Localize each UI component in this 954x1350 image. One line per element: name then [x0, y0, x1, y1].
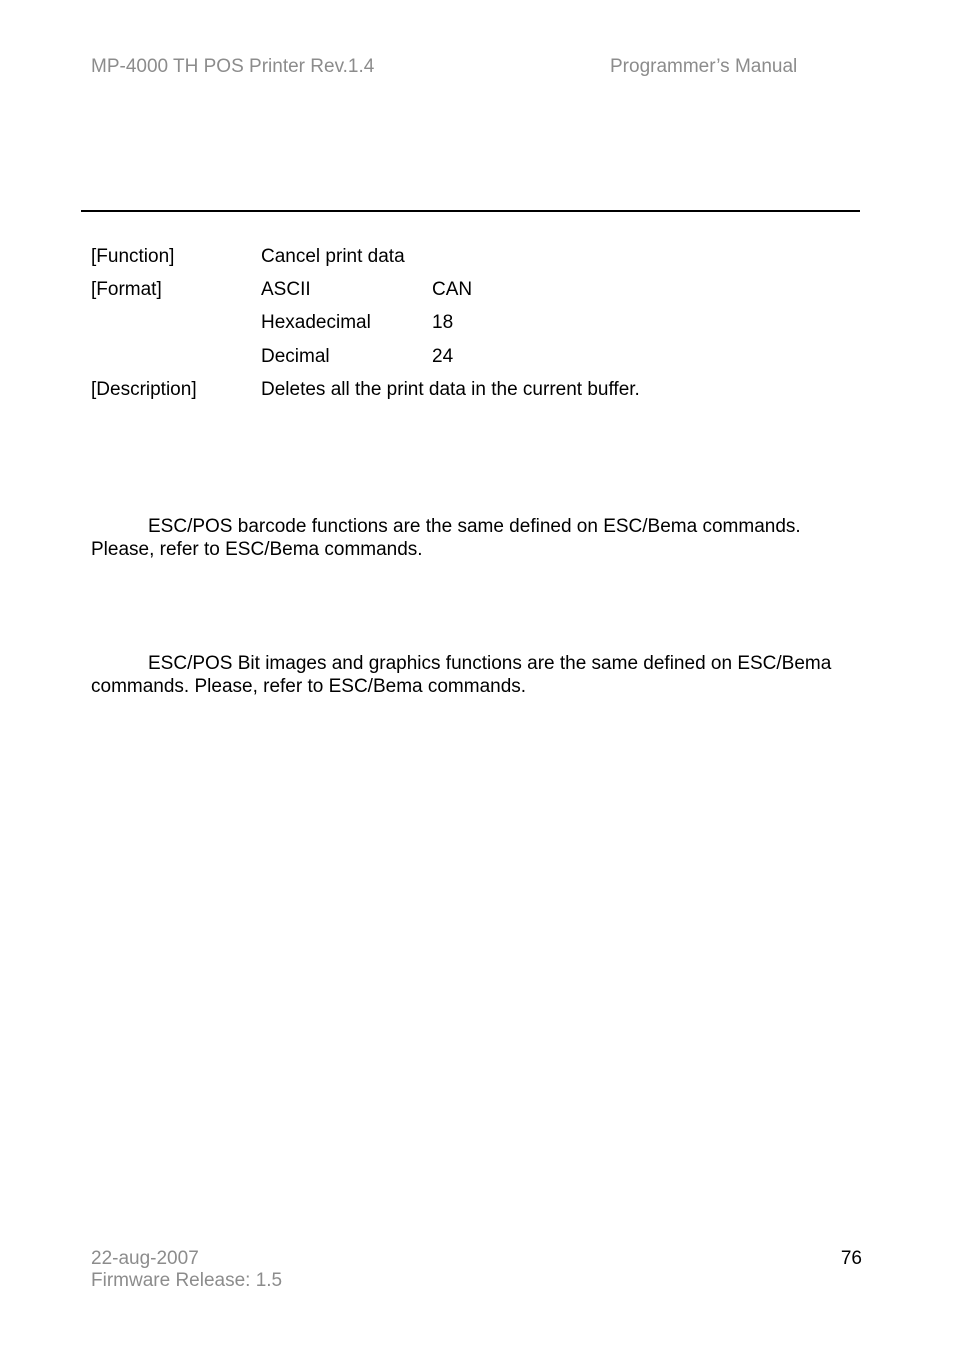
barcode-paragraph [91, 515, 861, 561]
format-value-hex: 18 [432, 312, 454, 333]
footer-firmware: Firmware Release: 1.5 [91, 1270, 283, 1291]
header-manual-name: Programmer’s Manual [610, 56, 798, 77]
format-type-ascii: ASCII [261, 279, 311, 300]
bit-image-paragraph-text: ESC/POS Bit images and graphics functions are the same defined on ESC/Bema commands. Please, refer to ESC/Bema commands. [91, 653, 832, 697]
bit-image-paragraph [91, 652, 861, 698]
section-divider [81, 210, 860, 212]
format-label: [Format] [91, 279, 162, 300]
format-type-decimal: Decimal [261, 346, 330, 367]
function-value: Cancel print data [261, 246, 405, 267]
format-value-ascii: CAN [432, 279, 473, 300]
barcode-paragraph-text: ESC/POS barcode functions are the same defined on ESC/Bema commands. Please, refer to ESC/Bema commands. [91, 516, 801, 560]
description-label: [Description] [91, 379, 197, 400]
format-type-hex: Hexadecimal [261, 312, 371, 333]
header-document-title: MP-4000 TH POS Printer Rev.1.4 [91, 56, 375, 77]
page-number: 76 [840, 1248, 862, 1269]
footer-date: 22-aug-2007 [91, 1248, 199, 1269]
description-value: Deletes all the print data in the current buffer. [261, 379, 640, 400]
format-value-decimal: 24 [432, 346, 454, 367]
function-label: [Function] [91, 246, 175, 267]
